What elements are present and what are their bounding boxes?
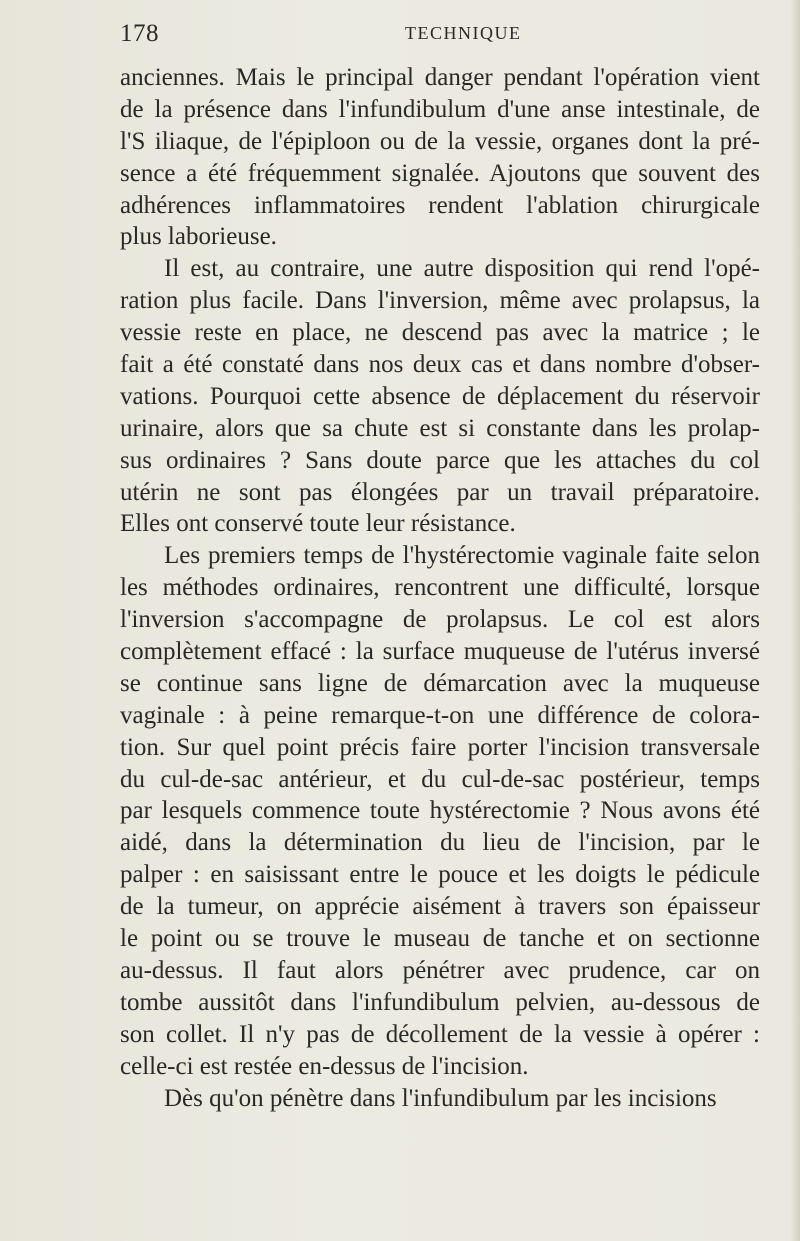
text-line: Elles ont conservé toute leur résistance.: [120, 510, 516, 538]
running-title: TECHNIQUE: [405, 23, 522, 43]
text-line: vations. Pourquoi cette absence de déplacement du réservoir: [120, 382, 760, 410]
text-line: urinaire, alors que sa chute est si constante dans les prolap-: [120, 414, 760, 442]
text-line: palper : en saisissant entre le pouce et les doigts le pédicule: [120, 861, 760, 889]
page-number: 178: [120, 20, 159, 47]
text-line: utérin ne sont pas élongées par un travail préparatoire.: [120, 478, 760, 506]
text-line: du cul-de-sac antérieur, et du cul-de-sac postérieur, temps: [120, 765, 760, 793]
running-head: [120, 14, 760, 54]
text-line: l'S iliaque, de l'épiploon ou de la vessie, organes dont la pré-: [120, 127, 760, 155]
text-line: celle-ci est restée en-dessus de l'incision.: [120, 1052, 529, 1080]
text-line: ration plus facile. Dans l'inversion, même avec prolapsus, la: [120, 287, 760, 315]
text-line: son collet. Il n'y pas de décollement de la vessie à opérer :: [120, 1020, 760, 1048]
text-line: de la tumeur, on apprécie aisément à travers son épaisseur: [120, 893, 760, 921]
text-line: le point ou se trouve le museau de tanche et on sectionne: [120, 925, 760, 953]
text-line: se continue sans ligne de démarcation avec la muqueuse: [120, 669, 760, 697]
text-line: complètement effacé : la surface muqueuse de l'utérus inversé: [120, 638, 760, 666]
text-line: tombe aussitôt dans l'infundibulum pelvien, au-dessous de: [120, 988, 760, 1016]
text-line: vaginale : à peine remarque-t-on une différence de colora-: [120, 701, 760, 729]
text-line: par lesquels commence toute hystérectomie ? Nous avons été: [120, 797, 760, 825]
text-line: plus laborieuse.: [120, 223, 277, 251]
body-text: [120, 62, 760, 1114]
text-line: l'inversion s'accompagne de prolapsus. Le col est alors: [120, 606, 760, 634]
text-line: sence a été fréquemment signalée. Ajoutons que souvent des: [120, 159, 760, 187]
text-line: les méthodes ordinaires, rencontrent une difficulté, lorsque: [120, 574, 760, 602]
page-edge-shadow: [790, 0, 800, 1241]
text-line: Dès qu'on pénètre dans l'infundibulum par les incisions: [164, 1084, 717, 1112]
text-line: vessie reste en place, ne descend pas avec la matrice ; le: [120, 319, 760, 347]
text-line: Les premiers temps de l'hystérectomie vaginale faite selon: [164, 542, 760, 570]
text-line: anciennes. Mais le principal danger pendant l'opération vient: [120, 64, 760, 91]
text-line: aidé, dans la détermination du lieu de l'incision, par le: [120, 829, 760, 857]
text-line: Il est, au contraire, une autre disposition qui rend l'opé-: [164, 255, 760, 283]
text-line: fait a été constaté dans nos deux cas et dans nombre d'obser-: [120, 351, 760, 379]
text-line: de la présence dans l'infundibulum d'une anse intestinale, de: [120, 95, 760, 123]
text-line: sus ordinaires ? Sans doute parce que les attaches du col: [120, 446, 760, 474]
text-line: au-dessus. Il faut alors pénétrer avec prudence, car on: [120, 956, 760, 984]
text-line: adhérences inflammatoires rendent l'ablation chirurgicale: [120, 191, 760, 219]
text-line: tion. Sur quel point précis faire porter l'incision transversale: [120, 733, 760, 761]
